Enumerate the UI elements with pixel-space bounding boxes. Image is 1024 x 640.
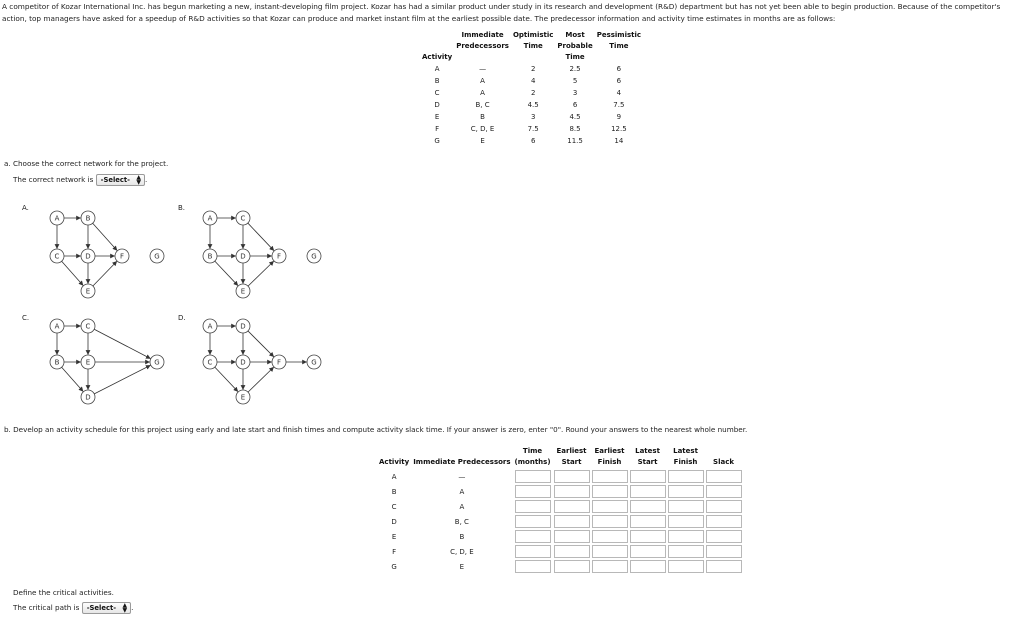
table-cell: 4.5 (569, 113, 581, 121)
network-node (50, 249, 64, 263)
input-cell (706, 470, 742, 483)
input-cell (630, 485, 666, 498)
network-node (81, 319, 95, 333)
table-row (420, 87, 643, 99)
node-label: E (240, 287, 246, 296)
critical-question: Define the critical activities. (13, 588, 114, 597)
network-arrow (94, 365, 150, 393)
diagram-label: D. (178, 314, 186, 322)
input-cell (514, 515, 552, 528)
earliest-start-input[interactable] (554, 560, 590, 573)
node-label: D (240, 358, 246, 367)
earliest-start-input[interactable] (554, 530, 590, 543)
col-header: Slack (713, 458, 735, 466)
network-node (203, 249, 217, 263)
network-arrow (248, 331, 274, 357)
table-row (420, 75, 643, 87)
table-row (378, 470, 742, 483)
input-cell (630, 515, 666, 528)
table-cell: E (434, 113, 440, 121)
predecessor-cell: B (459, 532, 465, 541)
latest-finish-input[interactable] (668, 545, 704, 558)
input-cell (706, 545, 742, 558)
input-cell (592, 500, 628, 513)
node-label: G (311, 358, 317, 367)
slack-input[interactable] (706, 470, 742, 483)
node-label: G (154, 252, 160, 261)
earliest-finish-input[interactable] (592, 545, 628, 558)
network-arrow (248, 261, 274, 286)
input-cell (706, 500, 742, 513)
table-cell: 6 (616, 65, 622, 73)
node-label: G (311, 252, 317, 261)
diagram-label: C. (22, 314, 30, 322)
input-cell (668, 530, 704, 543)
table-row (378, 530, 742, 543)
predecessor-cell: C, D, E (450, 547, 474, 556)
input-cell (554, 485, 590, 498)
earliest-finish-input[interactable] (592, 485, 628, 498)
input-cell (554, 530, 590, 543)
earliest-finish-input[interactable] (592, 530, 628, 543)
col-header: Optimistic Time (512, 31, 554, 50)
node-label: C (85, 322, 91, 331)
predecessor-cell: B, C (454, 517, 469, 526)
network-node (50, 319, 64, 333)
input-cell (592, 515, 628, 528)
table-cell: 4.5 (527, 101, 539, 109)
table-cell: 7.5 (613, 101, 625, 109)
input-cell (706, 530, 742, 543)
input-cell (592, 485, 628, 498)
network-node (272, 249, 286, 263)
network-node (236, 355, 250, 369)
input-cell (592, 470, 628, 483)
period: . (145, 175, 148, 184)
network-node (307, 249, 321, 263)
network-arrow (62, 261, 83, 285)
input-cell (514, 500, 552, 513)
col-header: Latest Finish (673, 447, 698, 466)
node-label: A (207, 214, 213, 223)
input-cell (514, 530, 552, 543)
table-cell: A (434, 65, 440, 73)
input-cell (514, 470, 552, 483)
input-cell (592, 560, 628, 573)
input-cell (630, 470, 666, 483)
slack-input[interactable] (706, 515, 742, 528)
network-node (236, 211, 250, 225)
latest-finish-input[interactable] (668, 470, 704, 483)
col-header: Earliest Finish (594, 447, 625, 466)
table-cell: 5 (572, 77, 578, 85)
activity-cell: D (391, 517, 397, 526)
input-cell (514, 485, 552, 498)
table-cell: 4 (616, 89, 622, 97)
part-a-answer-line (13, 174, 147, 186)
table-cell: C (434, 89, 440, 97)
network-node (236, 284, 250, 298)
table-header-row (378, 446, 742, 468)
table-cell: 11.5 (567, 137, 583, 145)
slack-input[interactable] (706, 560, 742, 573)
earliest-finish-input[interactable] (592, 470, 628, 483)
node-label: D (85, 252, 91, 261)
activity-cell: B (391, 487, 397, 496)
node-label: E (85, 287, 91, 296)
input-cell (592, 545, 628, 558)
table-cell: B (480, 113, 485, 121)
select-arrows-icon: ▲ ▼ (136, 174, 141, 186)
input-cell (592, 530, 628, 543)
table-cell: 2 (530, 65, 536, 73)
table-row (420, 99, 643, 111)
col-header: Immediate Predecessors (456, 31, 509, 50)
latest-start-input[interactable] (630, 515, 666, 528)
network-select-value: -Select- (100, 176, 130, 184)
earliest-start-input[interactable] (554, 500, 590, 513)
table-cell: E (480, 137, 485, 145)
network-arrow (93, 223, 117, 250)
input-cell (630, 560, 666, 573)
table-cell: C, D, E (470, 125, 495, 133)
critical-answer-line (13, 602, 133, 614)
latest-start-input[interactable] (630, 500, 666, 513)
network-node (81, 249, 95, 263)
input-cell (706, 515, 742, 528)
table-cell: B (434, 77, 440, 85)
node-label: E (240, 393, 246, 402)
table-cell: A (480, 89, 485, 97)
table-cell: 14 (614, 137, 624, 145)
activity-cell: F (392, 547, 397, 556)
period: . (131, 603, 134, 612)
latest-start-input[interactable] (630, 560, 666, 573)
network-arrow (93, 261, 117, 286)
node-label: B (207, 252, 213, 261)
latest-finish-input[interactable] (668, 515, 704, 528)
activity-cell: G (391, 562, 397, 571)
input-cell (630, 530, 666, 543)
network-arrow (215, 261, 238, 285)
earliest-finish-input[interactable] (592, 515, 628, 528)
latest-finish-input[interactable] (668, 560, 704, 573)
latest-start-input[interactable] (630, 470, 666, 483)
diagram-label: B. (178, 204, 186, 212)
table-cell: 3 (530, 113, 536, 121)
network-arrow (248, 223, 274, 250)
table-cell: 7.5 (527, 125, 539, 133)
col-header: Pessimistic Time (596, 31, 642, 50)
node-label: C (240, 214, 246, 223)
table-cell: D (434, 101, 440, 109)
input-cell (514, 545, 552, 558)
latest-finish-input[interactable] (668, 530, 704, 543)
slack-input[interactable] (706, 530, 742, 543)
latest-finish-input[interactable] (668, 500, 704, 513)
col-header: Time (months) (514, 447, 551, 466)
latest-start-input[interactable] (630, 530, 666, 543)
time-input[interactable] (515, 500, 551, 513)
network-node (307, 355, 321, 369)
slack-input[interactable] (706, 500, 742, 513)
table-row (420, 111, 643, 123)
earliest-finish-input[interactable] (592, 500, 628, 513)
input-cell (668, 485, 704, 498)
table-cell: — (479, 65, 487, 73)
input-cell (668, 500, 704, 513)
table-row (378, 515, 742, 528)
table-cell: A (480, 77, 485, 85)
table-cell: B, C (475, 101, 490, 109)
earliest-start-input[interactable] (554, 515, 590, 528)
node-label: E (85, 358, 91, 367)
critical-select-value: -Select- (86, 604, 117, 612)
earliest-start-input[interactable] (554, 470, 590, 483)
input-cell (668, 470, 704, 483)
network-node (203, 319, 217, 333)
node-label: F (276, 252, 282, 261)
activity-cell: E (391, 532, 397, 541)
activity-cell: A (391, 472, 397, 481)
network-node (50, 211, 64, 225)
time-input[interactable] (515, 515, 551, 528)
input-cell (706, 560, 742, 573)
predecessor-cell: A (459, 487, 465, 496)
table-cell: 2 (530, 89, 536, 97)
network-diagrams (0, 200, 340, 410)
table-cell: F (435, 125, 440, 133)
part-a-prefix: The correct network is (13, 175, 94, 184)
table-row (378, 485, 742, 498)
network-node (81, 284, 95, 298)
network-node (203, 211, 217, 225)
col-header: Immediate Predecessors (413, 458, 511, 466)
earliest-finish-input[interactable] (592, 560, 628, 573)
node-label: A (54, 214, 60, 223)
network-node (236, 319, 250, 333)
table-row (378, 545, 742, 558)
input-cell (706, 485, 742, 498)
time-input[interactable] (515, 560, 551, 573)
earliest-start-input[interactable] (554, 485, 590, 498)
predecessor-cell: A (459, 502, 465, 511)
diagram-label: A. (22, 204, 29, 212)
network-node (150, 249, 164, 263)
table-cell: 3 (572, 89, 578, 97)
activity-schedule-table (376, 444, 744, 575)
network-node (272, 355, 286, 369)
slack-input[interactable] (706, 545, 742, 558)
node-label: C (54, 252, 60, 261)
network-node (236, 249, 250, 263)
network-arrow (215, 367, 238, 391)
input-cell (668, 560, 704, 573)
node-label: B (54, 358, 60, 367)
col-header: Activity (422, 53, 453, 61)
input-cell (554, 515, 590, 528)
input-cell (630, 545, 666, 558)
input-cell (554, 560, 590, 573)
critical-prefix: The critical path is (13, 603, 80, 612)
table-row (378, 560, 742, 573)
table-cell: G (434, 137, 440, 145)
predecessor-cell: — (458, 472, 466, 481)
table-cell: 6 (572, 101, 578, 109)
problem-statement: A competitor of Kozar International Inc. has begun marketing a new, instant-developing film project. Kozar has had a similar product under study in its research and development (R&D) department but has not yet been able to begin production. Because of the competitor's action, top managers have asked for a speedup of R&D activities so that Kozar can produce and market instant film at the earliest possible date. The predecessor information and activity time estimates in months are as follows: (2, 2, 1001, 23)
node-label: D (240, 322, 246, 331)
col-header: Earliest Start (556, 447, 587, 466)
node-label: F (276, 358, 282, 367)
input-cell (554, 470, 590, 483)
network-node (150, 355, 164, 369)
col-header: Latest Start (635, 447, 660, 466)
network-select[interactable] (96, 174, 148, 186)
latest-start-input[interactable] (630, 545, 666, 558)
node-label: C (207, 358, 213, 367)
input-cell (554, 500, 590, 513)
time-estimates-table (420, 30, 643, 147)
node-label: A (207, 322, 213, 331)
table-row (420, 63, 643, 75)
table-header-row (420, 30, 643, 63)
node-label: D (85, 393, 91, 402)
latest-finish-input[interactable] (668, 485, 704, 498)
input-cell (630, 500, 666, 513)
table-cell: 8.5 (569, 125, 581, 133)
node-label: F (119, 252, 125, 261)
slack-input[interactable] (706, 485, 742, 498)
network-node (81, 211, 95, 225)
node-label: G (154, 358, 160, 367)
node-label: A (54, 322, 60, 331)
input-cell (514, 560, 552, 573)
col-header: Most Probable Time (557, 31, 593, 61)
table-cell: 9 (616, 113, 622, 121)
part-b-question: b. Develop an activity schedule for this project using early and late start and finish times and compute activity slack time. If your answer is zero, enter "0". Round your answers to the nearest whole number. (4, 425, 748, 434)
network-arrow (94, 329, 150, 358)
network-node (50, 355, 64, 369)
network-node (81, 390, 95, 404)
table-cell: 4 (530, 77, 536, 85)
node-label: D (240, 252, 246, 261)
table-cell: 2.5 (569, 65, 581, 73)
part-a-question: a. Choose the correct network for the project. (4, 159, 169, 168)
table-cell: 6 (530, 137, 536, 145)
table-row (420, 123, 643, 135)
input-cell (554, 545, 590, 558)
network-node (81, 355, 95, 369)
table-cell: 6 (616, 77, 622, 85)
critical-path-select[interactable] (82, 602, 134, 614)
network-node (115, 249, 129, 263)
earliest-start-input[interactable] (554, 545, 590, 558)
table-row (378, 500, 742, 513)
input-cell (668, 545, 704, 558)
table-cell: 12.5 (611, 125, 627, 133)
predecessor-cell: E (459, 562, 465, 571)
select-arrows-icon: ▲ ▼ (122, 602, 128, 614)
time-input[interactable] (515, 530, 551, 543)
table-row (420, 135, 643, 147)
activity-cell: C (391, 502, 397, 511)
col-header: Activity (379, 458, 410, 466)
input-cell (668, 515, 704, 528)
latest-start-input[interactable] (630, 485, 666, 498)
network-node (236, 390, 250, 404)
time-input[interactable] (515, 470, 551, 483)
network-node (203, 355, 217, 369)
time-input[interactable] (515, 545, 551, 558)
network-arrow (62, 367, 83, 391)
network-arrow (248, 367, 274, 392)
time-input[interactable] (515, 485, 551, 498)
node-label: B (85, 214, 91, 223)
